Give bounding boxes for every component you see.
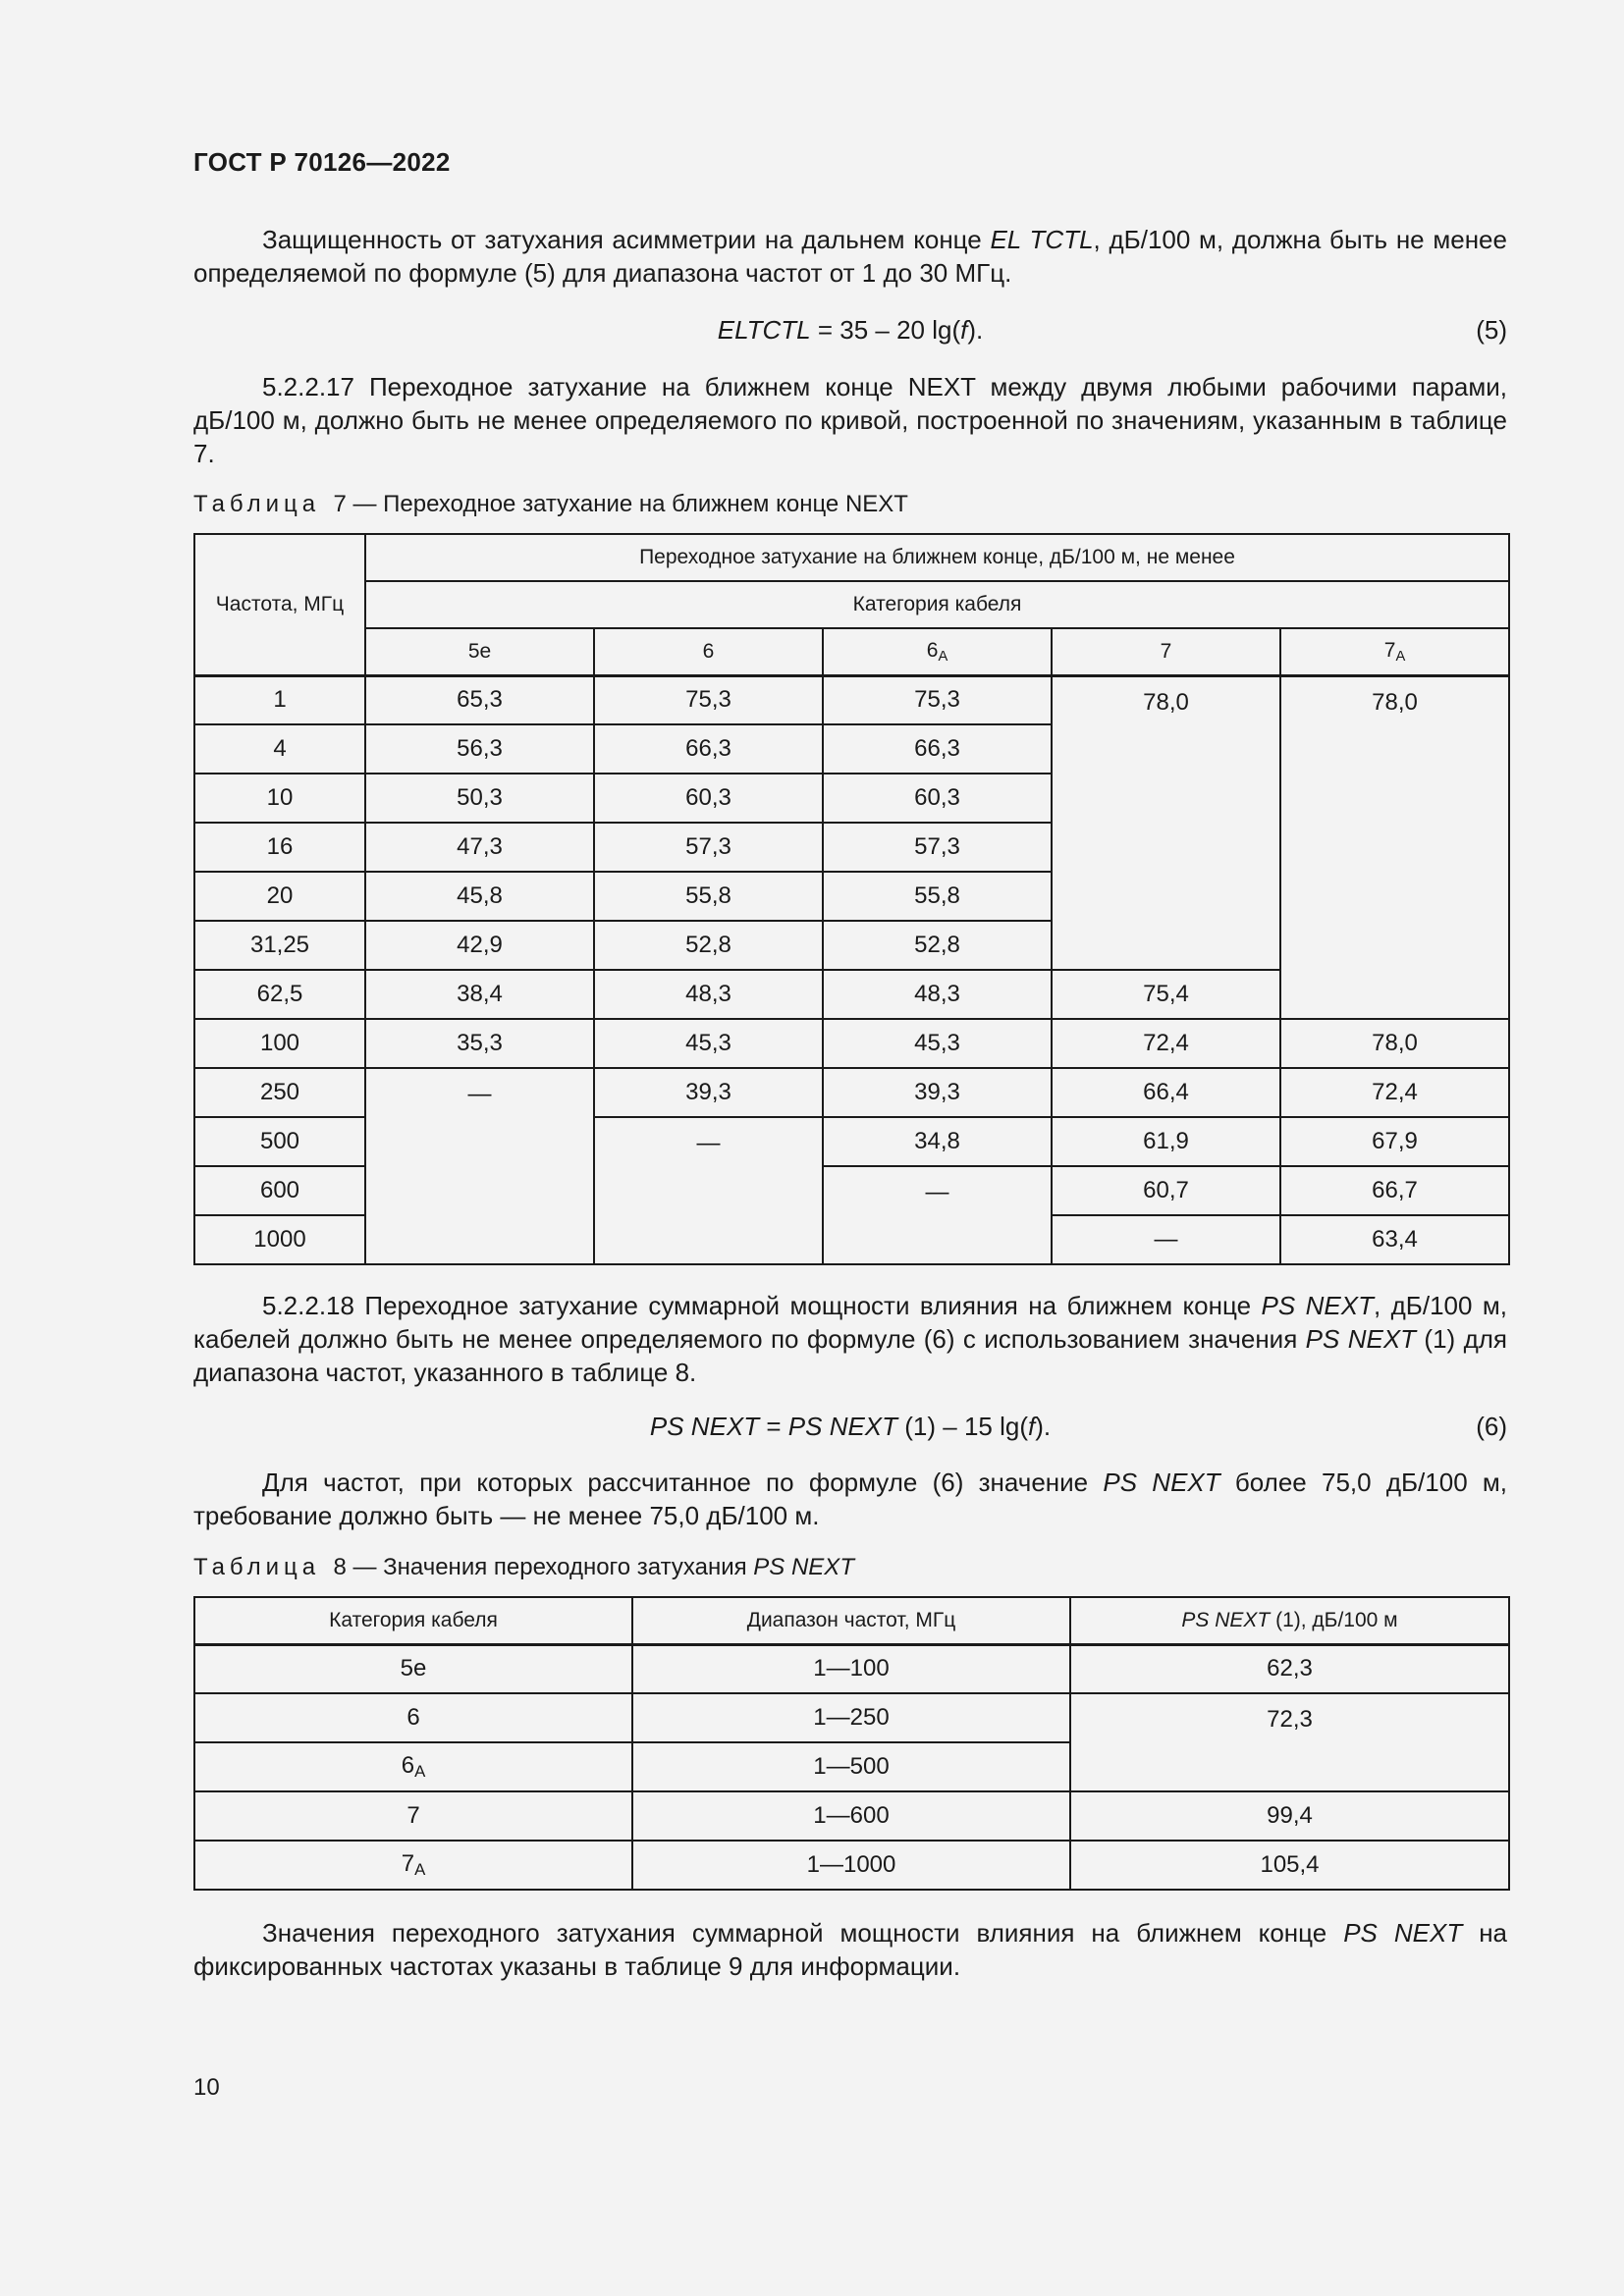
table-row: 20 45,8 55,8 55,8 bbox=[194, 872, 1509, 921]
caption-word: Таблица bbox=[193, 491, 321, 517]
text: 5.2.2.17 Переходное затухание на ближнем конце NEXT между двумя любыми рабочими парами, дБ/100 м, должно быть не менее определяемого по кривой, построенной по значениям, указанным в таблице 7. bbox=[193, 372, 1507, 468]
header-cat-6: 6 bbox=[594, 628, 823, 675]
table-row: 500 — 34,8 61,9 67,9 bbox=[194, 1117, 1509, 1166]
table-8 bbox=[193, 1596, 1510, 1891]
text: на фиксированных частотах указаны в таблице 9 для информации. bbox=[193, 1918, 1508, 1981]
formula-term: PS NEXT bbox=[787, 1412, 898, 1441]
caption-word: Таблица bbox=[193, 1554, 321, 1580]
formula-var: f bbox=[1027, 1412, 1036, 1441]
table-row: $6_A$ 1—500 bbox=[194, 1742, 1509, 1791]
header-frequency: Частота, МГц bbox=[194, 534, 365, 675]
table-row: 100 35,3 45,3 45,3 72,4 78,0 bbox=[194, 1019, 1509, 1068]
table-row: 6 1—250 72,3 bbox=[194, 1693, 1509, 1742]
paragraph-el-tctl bbox=[193, 223, 1507, 290]
table-7-caption bbox=[193, 491, 908, 518]
table-row: 1000 — 63,4 bbox=[194, 1215, 1509, 1264]
header-category: Категория кабеля bbox=[194, 1597, 632, 1644]
table-row: 16 47,3 57,3 57,3 bbox=[194, 823, 1509, 872]
table-row: 7 1—600 99,4 bbox=[194, 1791, 1509, 1841]
document-header: ГОСТ Р 70126—2022 bbox=[193, 147, 451, 177]
table-row: $7_A$ 1—1000 105,4 bbox=[194, 1841, 1509, 1890]
table-row: 5e 1—100 62,3 bbox=[194, 1644, 1509, 1693]
term: PS NEXT bbox=[1343, 1918, 1463, 1948]
term: PS NEXT bbox=[1103, 1468, 1220, 1497]
formula-text: = bbox=[759, 1412, 788, 1441]
header-cat-5e: 5e bbox=[365, 628, 594, 675]
text: более 75,0 дБ/100 м, требование должно быть — не менее 75,0 дБ/100 м. bbox=[193, 1468, 1507, 1530]
header-frequency-range: Диапазон частот, МГц bbox=[632, 1597, 1070, 1644]
formula-text: (1) – 15 lg( bbox=[897, 1412, 1028, 1441]
header-cat-7: 7 bbox=[1052, 628, 1280, 675]
table-7 bbox=[193, 533, 1510, 1265]
header-cat-7a: $7_A$ bbox=[1280, 628, 1509, 675]
formula-text: = 35 – 20 lg( bbox=[810, 315, 961, 345]
header-ps-next: PS NEXT (1), дБ/100 м bbox=[1070, 1597, 1509, 1644]
caption-term: PS NEXT bbox=[753, 1554, 854, 1580]
table-row: 1 65,3 75,3 75,3 78,0 78,0 bbox=[194, 675, 1509, 724]
table-row: 10 50,3 60,3 60,3 bbox=[194, 774, 1509, 823]
formula-var: f bbox=[960, 315, 968, 345]
page-number: 10 bbox=[193, 2074, 220, 2101]
term: PS NEXT bbox=[1261, 1291, 1374, 1320]
formula-text: ). bbox=[967, 315, 984, 345]
table-row: 31,25 42,9 52,8 52,8 bbox=[194, 921, 1509, 970]
text: Значения переходного затухания суммарной мощности влияния на ближнем конце bbox=[262, 1918, 1344, 1948]
header-cat-6a: $6_A$ bbox=[823, 628, 1052, 675]
text: , дБ/100 м, кабелей должно быть не менее определяемого по формуле (6) с использованием значения bbox=[193, 1291, 1508, 1354]
caption-text: 7 — Переходное затухание на ближнем конце NEXT bbox=[333, 491, 908, 517]
text: 5.2.2.18 Переходное затухание суммарной мощности влияния на ближнем конце bbox=[262, 1291, 1262, 1320]
header-next: Переходное затухание на ближнем конце, дБ/100 м, не менее bbox=[365, 534, 1509, 581]
table-8-caption bbox=[193, 1554, 854, 1581]
table-row: 4 56,3 66,3 66,3 bbox=[194, 724, 1509, 774]
formula-term: PS NEXT bbox=[649, 1412, 760, 1441]
caption-text: 8 — Значения переходного затухания bbox=[333, 1554, 754, 1580]
table-row: 62,5 38,4 48,3 48,3 75,4 bbox=[194, 970, 1509, 1019]
paragraph-table-9-ref bbox=[193, 1916, 1507, 1983]
text: (1) для диапазона частот, указанного в таблице 8. bbox=[193, 1324, 1507, 1387]
paragraph-5-2-2-17 bbox=[193, 370, 1507, 470]
table-row: 600 — 60,7 66,7 bbox=[194, 1166, 1509, 1215]
term: EL TCTL bbox=[990, 225, 1094, 254]
paragraph-ps-next-limit bbox=[193, 1466, 1507, 1532]
paragraph-5-2-2-18 bbox=[193, 1289, 1507, 1389]
text: Для частот, при которых рассчитанное по формуле (6) значение bbox=[262, 1468, 1104, 1497]
table-row: 250 — 39,3 39,3 66,4 72,4 bbox=[194, 1068, 1509, 1117]
term: PS NEXT bbox=[1305, 1324, 1417, 1354]
formula-text: ). bbox=[1035, 1412, 1052, 1441]
formula-term: ELTCTL bbox=[717, 315, 811, 345]
formula-number: (6) bbox=[1476, 1412, 1507, 1441]
text: Защищенность от затухания асимметрии на дальнем конце bbox=[262, 225, 991, 254]
formula-number: (5) bbox=[1476, 315, 1507, 345]
header-category: Категория кабеля bbox=[365, 581, 1509, 628]
text: , дБ/100 м, должна быть не менее определяемой по формуле (5) для диапазона частот от 1 до 30 МГц. bbox=[193, 225, 1507, 288]
